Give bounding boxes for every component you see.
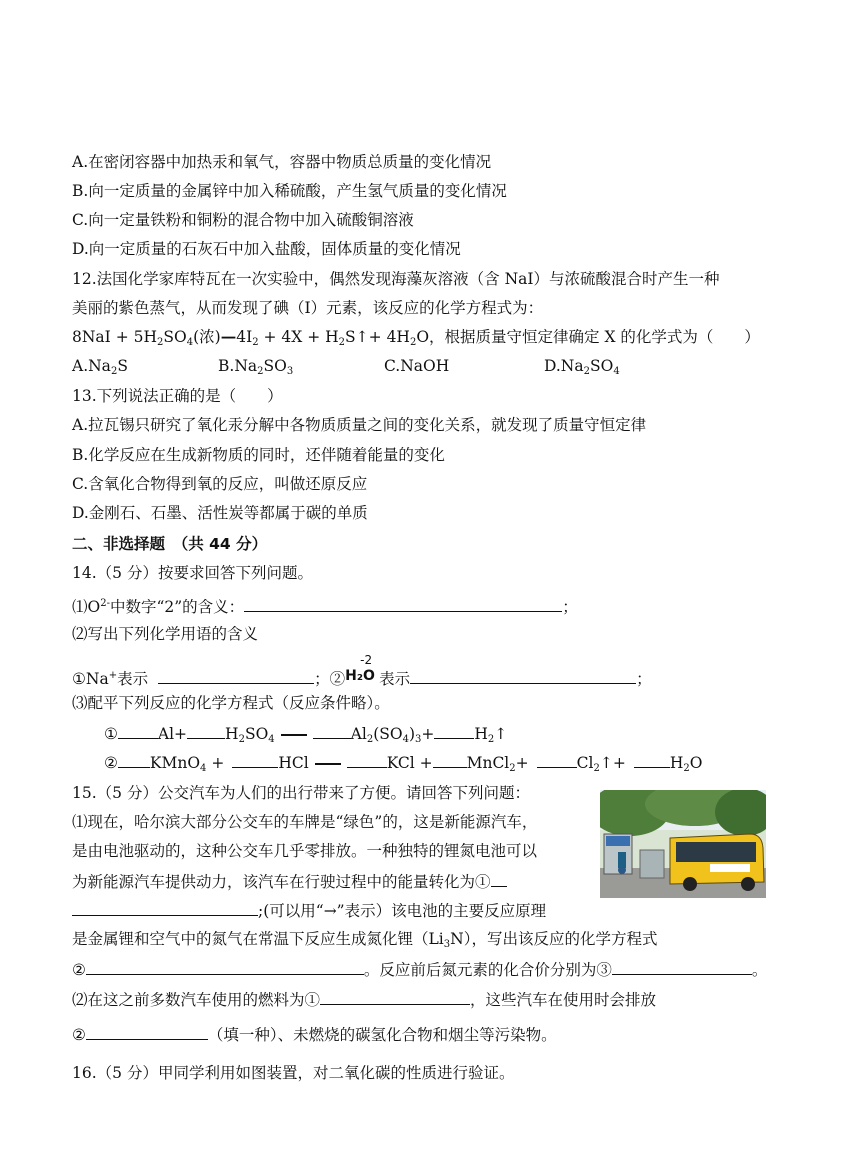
q14-equation-1: ① $Al+ H_2SO_4$ $Al_2(SO_4)_3+$ $H_2↑$ — [104, 722, 507, 744]
coefficient-blank[interactable] — [433, 751, 467, 768]
q14-part2: ⑵写出下列化学用语的含义 — [72, 625, 259, 643]
coefficient-blank[interactable] — [347, 751, 387, 768]
q12-stem-line1: 12.法国化学家库特瓦在一次实验中，偶然发现海藻灰溶液（含 NaI）与浓硫酸混合时产生一种 — [72, 270, 720, 288]
q12-eq-arrow: — — [220, 327, 237, 346]
q15-valence-answer-blank[interactable] — [612, 958, 752, 975]
q12-eq-part: SO — [163, 328, 187, 346]
q12-eq-part: (浓) — [193, 328, 221, 346]
q12-eq-part: O，根据质量守恒定律确定 X 的化学式为（ ） — [416, 328, 760, 346]
q12-equation — [72, 327, 760, 347]
q15-part1-line6: ② 。反应前后氮元素的化合价分别为③ 。 — [72, 958, 767, 980]
q11-option-d: D.向一定质量的石灰石中加入盐酸，固体质量的变化情况 — [72, 240, 461, 258]
h2o-formula: -2 H₂O — [345, 664, 379, 684]
coefficient-blank[interactable] — [634, 751, 670, 768]
q12-eq-sub: 2 — [157, 337, 164, 348]
q13-option-d: D.金刚石、石墨、活性炭等都属于碳的单质 — [72, 504, 368, 522]
coefficient-blank[interactable] — [118, 751, 150, 768]
q12-eq-part: 8NaI + 5H — [72, 328, 158, 346]
q13-stem: 13.下列说法正确的是（ ） — [72, 387, 283, 405]
q15-part3: ② （填一种）、未燃烧的碳氢化合物和烟尘等污染物。 — [72, 1023, 557, 1045]
q12-stem-line2: 美丽的紫色蒸气，从而发现了碘（I）元素，该反应的化学方程式为： — [72, 299, 544, 317]
q14-part1-answer-blank[interactable] — [244, 595, 562, 612]
q13-option-b: B.化学反应在生成新物质的同时，还伴随着能量的变化 — [72, 446, 445, 464]
coefficient-blank[interactable] — [313, 722, 351, 739]
q11-option-c: C.向一定量铁粉和铜粉的混合物中加入硫酸铜溶液 — [72, 211, 414, 229]
q12-option-b: $B.Na_2SO_3$ — [218, 357, 294, 377]
coefficient-blank[interactable] — [118, 722, 158, 739]
coefficient-blank[interactable] — [537, 751, 577, 768]
reaction-arrow — [281, 734, 307, 736]
q16-stem: 16.（5 分）甲同学利用如图装置，对二氧化碳的性质进行验证。 — [72, 1064, 515, 1082]
q12-option-a: $A.Na_2S$ — [72, 357, 128, 377]
q14-part3: ⑶配平下列反应的化学方程式（反应条件略）。 — [72, 694, 390, 712]
q12-eq-sub: 2 — [252, 337, 259, 348]
bus-photo — [600, 790, 766, 898]
reaction-arrow — [315, 763, 341, 765]
coefficient-blank[interactable] — [434, 722, 474, 739]
q11-option-a: A.在密闭容器中加热汞和氧气，容器中物质总质量的变化情况 — [72, 153, 492, 171]
h2o-valence: -2 — [360, 653, 373, 667]
q14-h2o-answer-blank[interactable] — [410, 667, 636, 684]
q14-na-answer-blank[interactable] — [158, 667, 314, 684]
q15-stem: 15.（5 分）公交汽车为人们的出行带来了方便。请回答下列问题： — [72, 784, 530, 802]
q12-eq-part: 4I — [236, 328, 253, 346]
q15-energy-answer-blank[interactable] — [72, 899, 258, 916]
q15-part1-line2: 是由电池驱动的，这种公交车几乎零排放。一种独特的锂氮电池可以 — [72, 842, 538, 860]
q15-pollutant-answer-blank[interactable] — [86, 1023, 208, 1040]
q14-stem: 14.（5 分）按要求回答下列问题。 — [72, 564, 313, 582]
q12-eq-sub: 4 — [186, 337, 194, 348]
q12-eq-sub: 2 — [338, 337, 346, 348]
q14-part2-items: ①Na+表示 ；② -2 H₂O 表示 ； — [72, 664, 652, 689]
q11-option-b: B.向一定质量的金属锌中加入稀硫酸，产生氢气质量的变化情况 — [72, 182, 507, 200]
q15-part1-line1: ⑴现在，哈尔滨大部分公交车的车牌是“绿色”的，这是新能源汽车， — [72, 813, 538, 831]
section-2-heading: 二、非选择题 （共 44 分） — [72, 535, 268, 553]
q14-equation-2: ② KMnO$_4$ + HCl KCl + MnCl$_2$+ $Cl_2↑+ H_2O$ — [104, 751, 702, 773]
q15-part1-line4: ;(可以用“→”表示）该电池的主要反应原理 — [72, 899, 546, 921]
q12-eq-part: S↑+ 4H — [345, 328, 410, 346]
q12-option-c: C.NaOH — [384, 357, 450, 375]
coefficient-blank[interactable] — [187, 722, 225, 739]
q15-energy-blank-start[interactable] — [491, 870, 507, 887]
q15-equation-answer-blank[interactable] — [86, 958, 364, 975]
q12-options — [72, 356, 620, 376]
q12-eq-sub: 2 — [409, 337, 417, 348]
q12-option-d: $D.Na_2SO_4$ — [544, 357, 620, 377]
q13-option-c: C.含氧化合物得到氧的反应，叫做还原反应 — [72, 475, 368, 493]
q13-option-a: A.拉瓦锡只研究了氧化汞分解中各物质质量之间的变化关系，就发现了质量守恒定律 — [72, 416, 647, 434]
q15-fuel-answer-blank[interactable] — [320, 988, 470, 1005]
q12-eq-part: + 4X + H — [258, 328, 339, 346]
q15-part1-line3: 为新能源汽车提供动力，该汽车在行驶过程中的能量转化为① — [72, 870, 507, 892]
q14-part1: $⑴O^{2-}$中数字“2”的含义： ； — [72, 595, 578, 617]
q15-part2: ⑵在这之前多数汽车使用的燃料为① ，这些汽车在使用时会排放 — [72, 988, 656, 1010]
coefficient-blank[interactable] — [232, 751, 278, 768]
q15-part1-line5: 是金属锂和空气中的氮气在常温下反应生成氮化锂$(Li_3N)$，写出该反应的化学方程式 — [72, 930, 658, 950]
